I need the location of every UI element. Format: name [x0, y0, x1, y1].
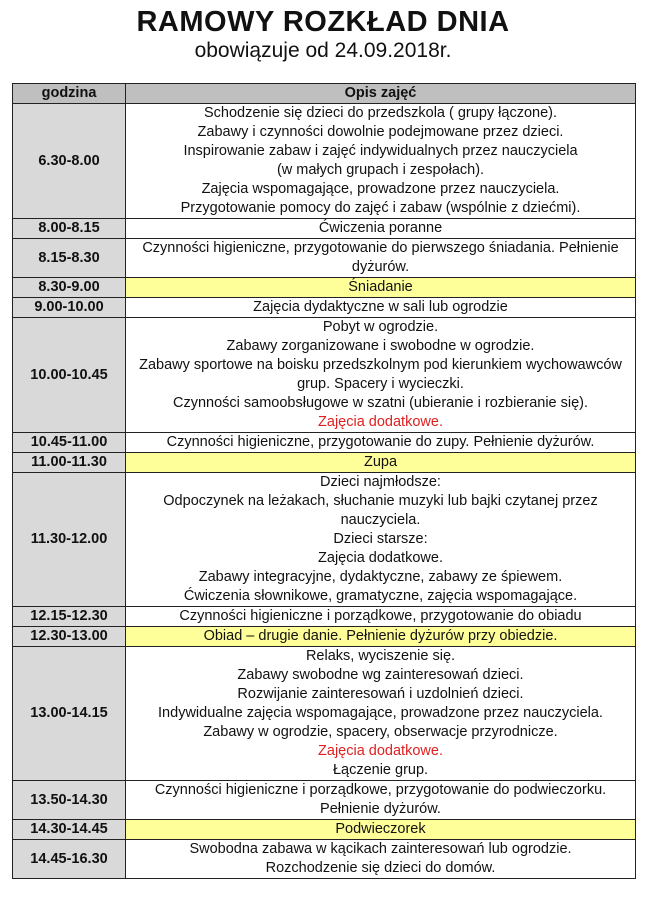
header-hour: godzina: [13, 84, 126, 104]
description-line: Zabawy sportowe na boisku przedszkolnym pod kierunkiem wychowawców: [139, 357, 622, 373]
description-line: Dzieci najmłodsze:: [320, 474, 441, 490]
description-line: Zabawy i czynności dowolnie podejmowane przez dzieci.: [197, 124, 564, 140]
description-line: Indywidualne zajęcia wspomagające, prowadzone przez nauczyciela.: [158, 705, 603, 721]
table-row: [13, 219, 636, 239]
row-description: [126, 239, 636, 278]
description-line: nauczyciela.: [340, 512, 421, 528]
description-line: Czynności higieniczne, przygotowanie do zupy. Pełnienie dyżurów.: [166, 434, 595, 450]
row-description: [126, 278, 636, 298]
description-line: grup. Spacery i wycieczki.: [297, 376, 464, 392]
table-row: [13, 453, 636, 473]
description-line: Rozwijanie zainteresowań i uzdolnień dzieci.: [237, 686, 524, 702]
description-line: Czynności higieniczne, przygotowanie do pierwszego śniadania. Pełnienie: [142, 240, 619, 256]
description-line: Łączenie grup.: [332, 762, 429, 778]
table-row: [13, 473, 636, 607]
row-description: [126, 433, 636, 453]
description-line: Zabawy zorganizowane i swobodne w ogrodzie.: [226, 338, 535, 354]
description-line: Pobyt w ogrodzie.: [322, 319, 439, 335]
header-description: Opis zajęć: [126, 84, 636, 104]
row-hour: 12.30-13.00: [13, 627, 126, 647]
table-row: [13, 318, 636, 433]
description-line: Zabawy swobodne wg zainteresowań dzieci.: [237, 667, 524, 683]
row-hour: 14.45-16.30: [13, 840, 126, 879]
description-line: Czynności higieniczne i porządkowe, przygotowanie do obiadu: [179, 608, 582, 624]
description-line: Relaks, wyciszenie się.: [305, 648, 456, 664]
description-line: Pełnienie dyżurów.: [320, 801, 441, 817]
row-description: [126, 647, 636, 781]
schedule-body: [13, 104, 636, 879]
table-row: [13, 607, 636, 627]
row-description: [126, 627, 636, 647]
row-description: [126, 781, 636, 820]
extra-activity-note: Zajęcia dodatkowe.: [318, 414, 443, 430]
description-line: Podwieczorek: [335, 821, 426, 837]
table-row: [13, 104, 636, 219]
table-header-row: [13, 84, 636, 104]
table-row: [13, 781, 636, 820]
table-row: [13, 627, 636, 647]
row-description: [126, 318, 636, 433]
row-hour: 8.00-8.15: [13, 219, 126, 239]
row-hour: 8.30-9.00: [13, 278, 126, 298]
description-line: Zajęcia dydaktyczne w sali lub ogrodzie: [253, 299, 508, 315]
row-hour: 12.15-12.30: [13, 607, 126, 627]
description-line: Zajęcia wspomagające, prowadzone przez nauczyciela.: [201, 181, 560, 197]
row-hour: 9.00-10.00: [13, 298, 126, 318]
table-row: [13, 647, 636, 781]
description-line: Ćwiczenia poranne: [318, 220, 443, 236]
schedule-table: [12, 83, 636, 879]
description-line: Czynności higieniczne i porządkowe, przygotowanie do podwieczorku.: [154, 782, 607, 798]
description-line: Zabawy w ogrodzie, spacery, obserwacje przyrodnicze.: [203, 724, 558, 740]
row-description: [126, 298, 636, 318]
description-line: Schodzenie się dzieci do przedszkola ( grupy łączone).: [203, 105, 558, 121]
description-line: Odpoczynek na leżakach, słuchanie muzyki lub bajki czytanej przez: [163, 493, 598, 509]
row-description: [126, 219, 636, 239]
row-description: [126, 453, 636, 473]
row-hour: 13.00-14.15: [13, 647, 126, 781]
table-row: [13, 298, 636, 318]
description-line: Śniadanie: [348, 279, 413, 295]
description-line: Dzieci starsze:: [333, 531, 428, 547]
row-hour: 6.30-8.00: [13, 104, 126, 219]
description-line: Zajęcia dodatkowe.: [318, 550, 443, 566]
row-description: [126, 820, 636, 840]
description-line: dyżurów.: [351, 259, 410, 275]
row-hour: 10.00-10.45: [13, 318, 126, 433]
row-hour: 10.45-11.00: [13, 433, 126, 453]
document-title: RAMOWY ROZKŁAD DNIA: [136, 6, 510, 38]
description-line: Ćwiczenia słownikowe, gramatyczne, zajęcia wspomagające.: [183, 588, 578, 604]
table-row: [13, 820, 636, 840]
description-line: (w małych grupach i zespołach).: [276, 162, 485, 178]
row-description: [126, 104, 636, 219]
document-subtitle: obowiązuje od 24.09.2018r.: [194, 39, 452, 62]
description-line: Swobodna zabawa w kącikach zainteresowań lub ogrodzie.: [189, 841, 572, 857]
row-description: [126, 473, 636, 607]
description-line: Rozchodzenie się dzieci do domów.: [265, 860, 496, 876]
table-row: [13, 239, 636, 278]
table-row: [13, 278, 636, 298]
description-line: Inspirowanie zabaw i zajęć indywidualnych przez nauczyciela: [183, 143, 578, 159]
row-description: [126, 840, 636, 879]
row-hour: 11.30-12.00: [13, 473, 126, 607]
table-row: [13, 433, 636, 453]
description-line: Zabawy integracyjne, dydaktyczne, zabawy ze śpiewem.: [198, 569, 563, 585]
row-hour: 14.30-14.45: [13, 820, 126, 840]
row-hour: 13.50-14.30: [13, 781, 126, 820]
row-hour: 8.15-8.30: [13, 239, 126, 278]
description-line: Przygotowanie pomocy do zajęć i zabaw (wspólnie z dziećmi).: [180, 200, 581, 216]
row-description: [126, 607, 636, 627]
table-row: [13, 840, 636, 879]
row-hour: 11.00-11.30: [13, 453, 126, 473]
description-line: Zupa: [363, 454, 398, 470]
description-line: Obiad – drugie danie. Pełnienie dyżurów przy obiedzie.: [203, 628, 558, 644]
description-line: Czynności samoobsługowe w szatni (ubieranie i rozbieranie się).: [172, 395, 589, 411]
extra-activity-note: Zajęcia dodatkowe.: [318, 743, 443, 759]
